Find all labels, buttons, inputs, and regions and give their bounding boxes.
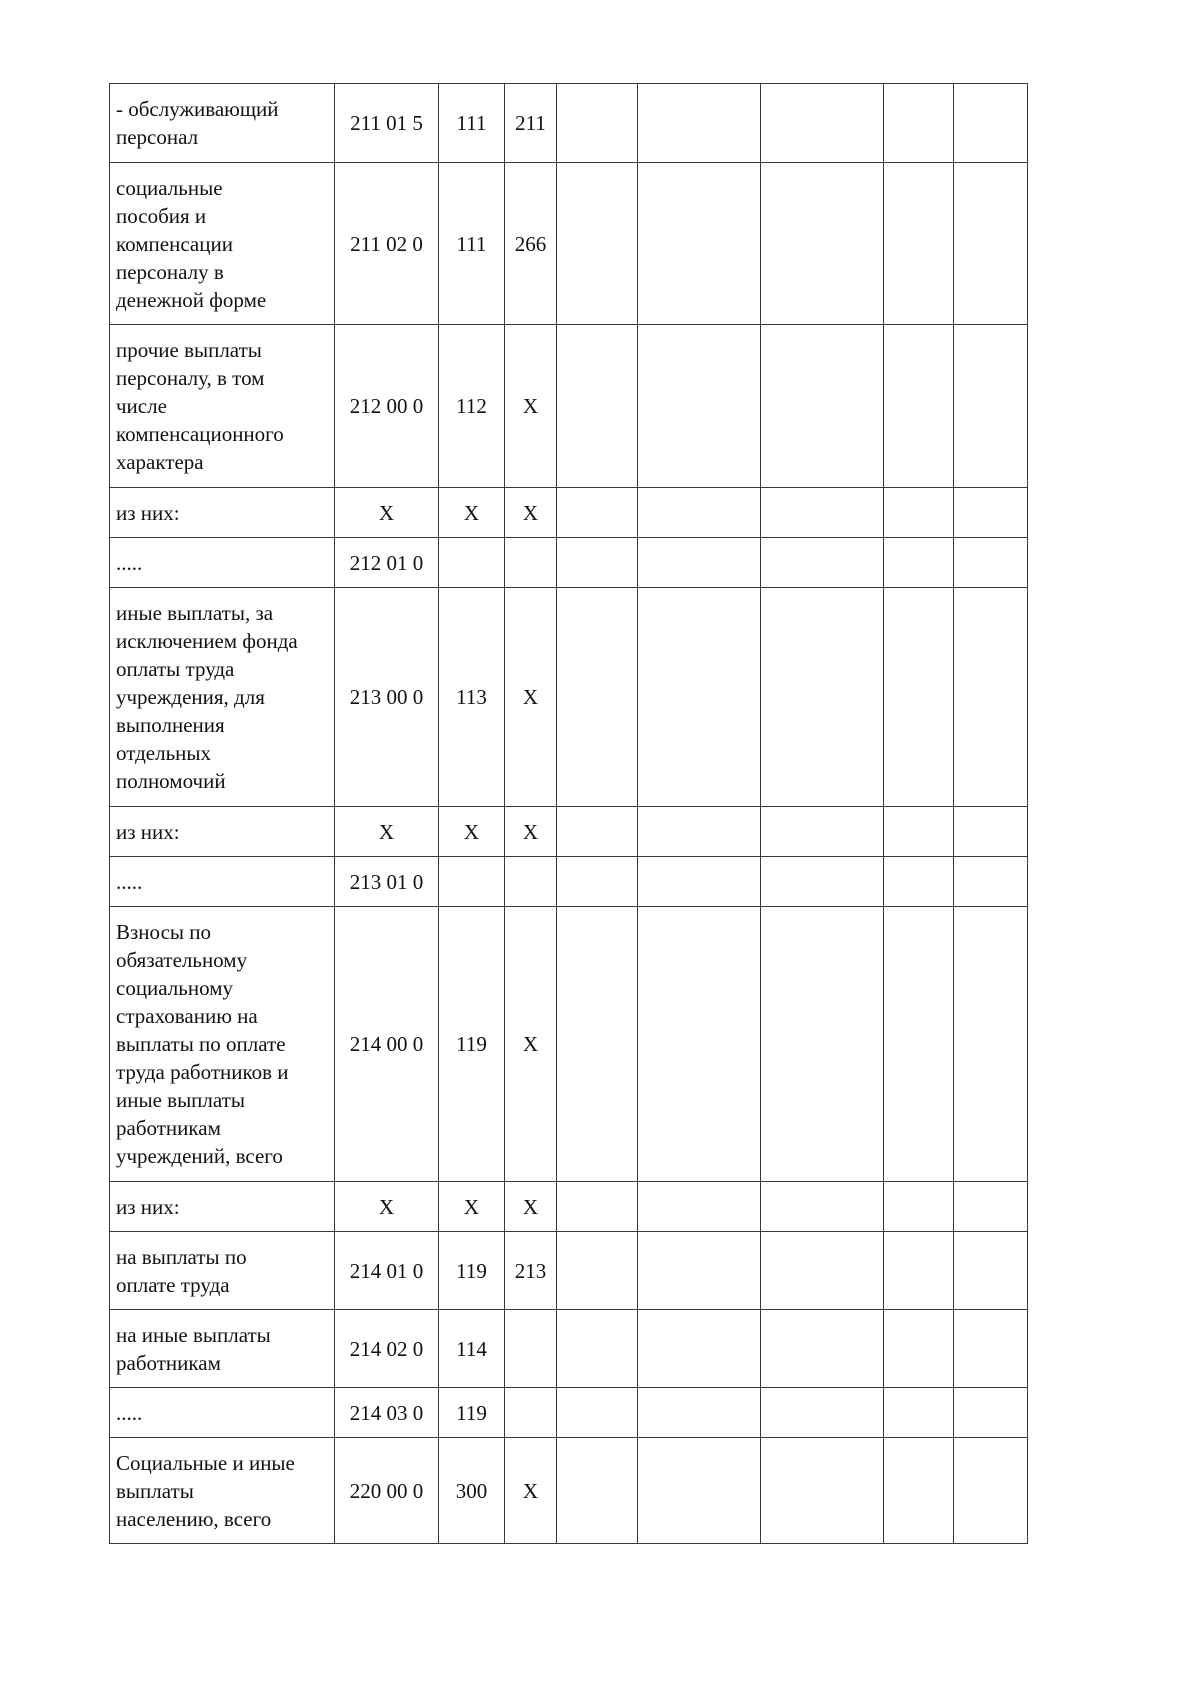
table-row (110, 588, 1028, 807)
table-row (110, 1232, 1028, 1310)
row-name: ..... (110, 1388, 335, 1438)
empty-cell (638, 538, 761, 588)
empty-cell (954, 1438, 1028, 1544)
row-name: на иные выплаты работникам (110, 1310, 335, 1388)
table-row (110, 163, 1028, 325)
row-name: - обслуживающий персонал (110, 84, 335, 163)
row-col3: 300 (439, 1438, 505, 1544)
empty-cell (884, 538, 954, 588)
row-col3: 114 (439, 1310, 505, 1388)
empty-cell (557, 488, 638, 538)
table-row (110, 857, 1028, 907)
empty-cell (761, 163, 884, 325)
table-row (110, 84, 1028, 163)
empty-cell (884, 1438, 954, 1544)
row-col4 (505, 857, 557, 907)
empty-cell (884, 1310, 954, 1388)
row-col4: X (505, 1182, 557, 1232)
row-col4: X (505, 325, 557, 488)
row-col3: X (439, 807, 505, 857)
empty-cell (557, 907, 638, 1182)
empty-cell (761, 588, 884, 807)
empty-cell (884, 1388, 954, 1438)
empty-cell (638, 907, 761, 1182)
row-col4: X (505, 907, 557, 1182)
empty-cell (761, 488, 884, 538)
row-name: из них: (110, 488, 335, 538)
empty-cell (884, 588, 954, 807)
row-code: X (335, 488, 439, 538)
row-col3: 119 (439, 907, 505, 1182)
empty-cell (954, 163, 1028, 325)
empty-cell (884, 488, 954, 538)
table-row (110, 1310, 1028, 1388)
row-col3 (439, 538, 505, 588)
empty-cell (638, 857, 761, 907)
row-col3: 111 (439, 163, 505, 325)
empty-cell (884, 1182, 954, 1232)
empty-cell (884, 325, 954, 488)
row-code: 214 02 0 (335, 1310, 439, 1388)
empty-cell (954, 488, 1028, 538)
table-row (110, 907, 1028, 1182)
row-col3: 113 (439, 588, 505, 807)
row-code: 214 03 0 (335, 1388, 439, 1438)
empty-cell (884, 84, 954, 163)
row-name: из них: (110, 807, 335, 857)
empty-cell (884, 907, 954, 1182)
empty-cell (954, 325, 1028, 488)
row-name: ..... (110, 538, 335, 588)
empty-cell (638, 588, 761, 807)
row-col3: 111 (439, 84, 505, 163)
row-code: 212 00 0 (335, 325, 439, 488)
empty-cell (557, 1182, 638, 1232)
empty-cell (954, 1182, 1028, 1232)
row-col3: X (439, 1182, 505, 1232)
empty-cell (638, 163, 761, 325)
empty-cell (638, 1388, 761, 1438)
empty-cell (638, 488, 761, 538)
table-row (110, 488, 1028, 538)
budget-table (109, 83, 1028, 1544)
empty-cell (954, 907, 1028, 1182)
empty-cell (954, 857, 1028, 907)
row-name: прочие выплаты персоналу, в том числе компенсационного характера (110, 325, 335, 488)
empty-cell (638, 1182, 761, 1232)
row-col3: 112 (439, 325, 505, 488)
empty-cell (954, 807, 1028, 857)
empty-cell (761, 1438, 884, 1544)
row-name: из них: (110, 1182, 335, 1232)
row-col4 (505, 1310, 557, 1388)
empty-cell (638, 1438, 761, 1544)
empty-cell (761, 1388, 884, 1438)
row-code: 213 00 0 (335, 588, 439, 807)
row-col3: 119 (439, 1232, 505, 1310)
row-code: X (335, 1182, 439, 1232)
empty-cell (557, 538, 638, 588)
row-col4: X (505, 807, 557, 857)
empty-cell (954, 588, 1028, 807)
empty-cell (638, 325, 761, 488)
row-code: 220 00 0 (335, 1438, 439, 1544)
empty-cell (557, 857, 638, 907)
row-name: Взносы по обязательному социальному страхованию на выплаты по оплате труда работников и иные выплаты работникам учреждений, всего (110, 907, 335, 1182)
empty-cell (638, 1232, 761, 1310)
empty-cell (954, 1388, 1028, 1438)
row-col4: X (505, 1438, 557, 1544)
empty-cell (761, 84, 884, 163)
empty-cell (954, 538, 1028, 588)
empty-cell (761, 807, 884, 857)
table-row (110, 325, 1028, 488)
row-code: 214 01 0 (335, 1232, 439, 1310)
row-code: 212 01 0 (335, 538, 439, 588)
empty-cell (557, 1388, 638, 1438)
empty-cell (557, 163, 638, 325)
empty-cell (557, 325, 638, 488)
empty-cell (761, 907, 884, 1182)
row-col4 (505, 538, 557, 588)
empty-cell (557, 588, 638, 807)
row-col4: 213 (505, 1232, 557, 1310)
empty-cell (761, 1182, 884, 1232)
empty-cell (884, 1232, 954, 1310)
row-code: X (335, 807, 439, 857)
empty-cell (557, 1310, 638, 1388)
row-name: ..... (110, 857, 335, 907)
empty-cell (638, 807, 761, 857)
row-name: на выплаты по оплате труда (110, 1232, 335, 1310)
empty-cell (557, 1438, 638, 1544)
row-name: социальные пособия и компенсации персоналу в денежной форме (110, 163, 335, 325)
empty-cell (557, 1232, 638, 1310)
table-row (110, 1182, 1028, 1232)
empty-cell (954, 1310, 1028, 1388)
empty-cell (557, 807, 638, 857)
row-name: Социальные и иные выплаты населению, всего (110, 1438, 335, 1544)
table-row (110, 807, 1028, 857)
empty-cell (761, 325, 884, 488)
row-col4: X (505, 488, 557, 538)
empty-cell (884, 807, 954, 857)
table-row (110, 1388, 1028, 1438)
row-col3: 119 (439, 1388, 505, 1438)
row-col4: 266 (505, 163, 557, 325)
empty-cell (954, 84, 1028, 163)
empty-cell (761, 857, 884, 907)
row-code: 211 02 0 (335, 163, 439, 325)
empty-cell (761, 1310, 884, 1388)
table-row (110, 538, 1028, 588)
row-code: 214 00 0 (335, 907, 439, 1182)
row-col4 (505, 1388, 557, 1438)
row-col4: X (505, 588, 557, 807)
row-code: 211 01 5 (335, 84, 439, 163)
empty-cell (761, 1232, 884, 1310)
table-row (110, 1438, 1028, 1544)
empty-cell (638, 84, 761, 163)
row-col3 (439, 857, 505, 907)
row-col4: 211 (505, 84, 557, 163)
row-col3: X (439, 488, 505, 538)
empty-cell (884, 857, 954, 907)
empty-cell (954, 1232, 1028, 1310)
empty-cell (638, 1310, 761, 1388)
empty-cell (884, 163, 954, 325)
row-code: 213 01 0 (335, 857, 439, 907)
empty-cell (557, 84, 638, 163)
empty-cell (761, 538, 884, 588)
row-name: иные выплаты, за исключением фонда оплаты труда учреждения, для выполнения отдельных полномочий (110, 588, 335, 807)
